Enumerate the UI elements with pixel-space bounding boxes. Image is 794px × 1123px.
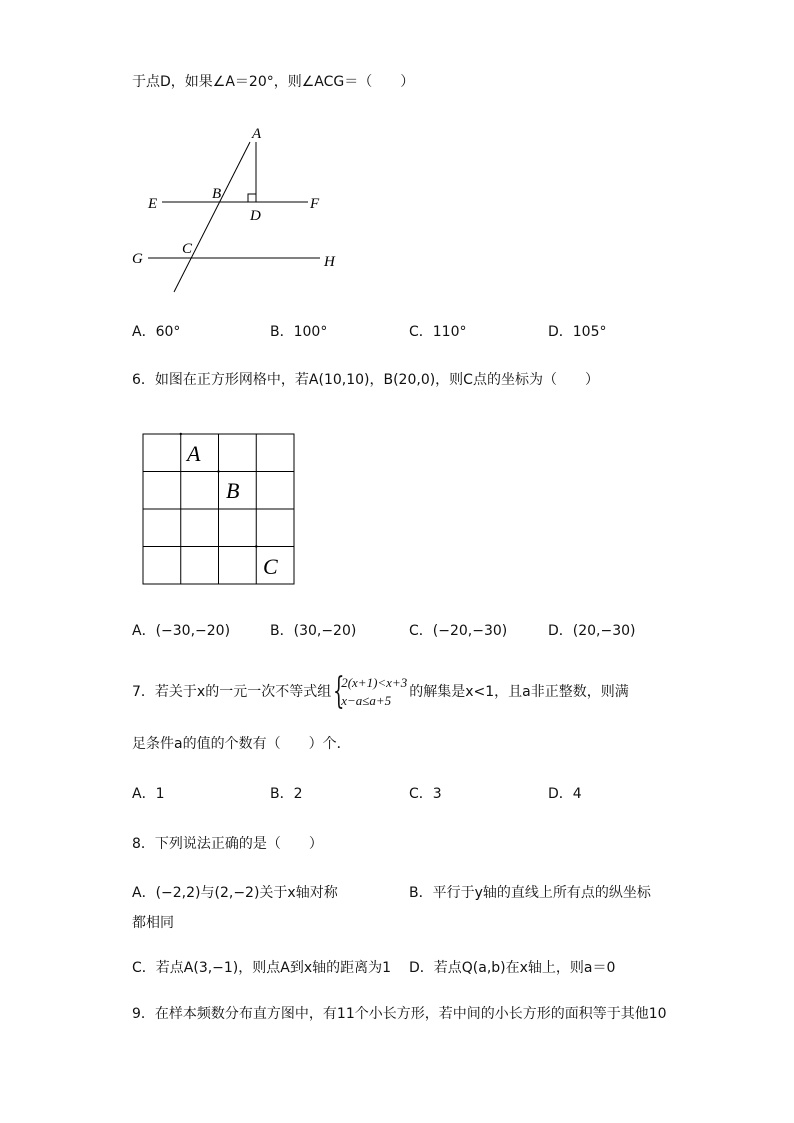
q7-system-row2: x−a≤a+5	[341, 693, 392, 708]
q8-option-c: C．若点A(3,−1)，则点A到x轴的距离为1	[132, 960, 392, 976]
q5-option-c: C．110°	[409, 324, 467, 340]
right-angle-mark	[248, 194, 256, 202]
label-h: H	[324, 254, 335, 270]
q7-brace: {	[333, 671, 345, 712]
q7-option-b: B．2	[270, 786, 303, 802]
q8-option-b-cont: 都相同	[132, 915, 174, 931]
q5-option-a: A．60°	[132, 324, 181, 340]
grid-label-a: A	[187, 441, 201, 466]
label-a: A	[252, 126, 262, 142]
q7-system-row1: 2(x+1)<x+3	[341, 675, 408, 690]
q8-option-d: D．若点Q(a,b)在x轴上，则a＝0	[409, 960, 616, 976]
point-b-dot	[217, 470, 219, 472]
q6-option-d: D．(20,−30)	[548, 623, 636, 639]
grid-label-b: B	[226, 478, 240, 503]
q7-stem-before: 7．若关于x的一元一次不等式组	[132, 684, 332, 700]
label-f: F	[310, 196, 320, 212]
q7-option-c: C．3	[409, 786, 442, 802]
q7-stem-after: 的解集是x<1，且a非正整数，则满	[409, 684, 629, 700]
label-c: C	[182, 241, 193, 257]
q7-inequality-system	[333, 671, 408, 712]
q5-stem: 于点D，如果∠A＝20°，则∠ACG＝（ ）	[132, 74, 415, 90]
point-c-dot	[255, 545, 257, 547]
label-g: G	[132, 251, 143, 267]
q7-option-a: A．1	[132, 786, 165, 802]
q6-option-b: B．(30,−20)	[270, 623, 357, 639]
label-e: E	[148, 196, 158, 212]
point-a-dot	[180, 433, 182, 435]
q9-stem: 9．在样本频数分布直方图中，有11个小长方形，若中间的小长方形的面积等于其他10	[132, 1006, 667, 1022]
transversal-line	[174, 142, 250, 292]
q7-option-d: D．4	[548, 786, 582, 802]
q5-option-b: B．100°	[270, 324, 328, 340]
q6-grid-figure	[142, 432, 298, 588]
q7-stem-line2: 足条件a的值的个数有（ ）个．	[132, 736, 351, 752]
q8-stem: 8．下列说法正确的是（ ）	[132, 836, 323, 852]
q8-option-a: A．(−2,2)与(2,−2)关于x轴对称	[132, 885, 338, 901]
q8-option-b: B．平行于y轴的直线上所有点的纵坐标	[409, 885, 651, 901]
label-b: B	[212, 186, 222, 202]
q6-option-c: C．(−20,−30)	[409, 623, 508, 639]
q6-stem: 6．如图在正方形网格中，若A(10,10)，B(20,0)，则C点的坐标为（ ）	[132, 372, 599, 388]
label-d: D	[250, 208, 261, 224]
q6-option-a: A．(−30,−20)	[132, 623, 231, 639]
q5-option-d: D．105°	[548, 324, 607, 340]
q7-stem	[132, 672, 629, 712]
q5-figure	[128, 122, 368, 302]
grid-label-c: C	[263, 554, 278, 579]
